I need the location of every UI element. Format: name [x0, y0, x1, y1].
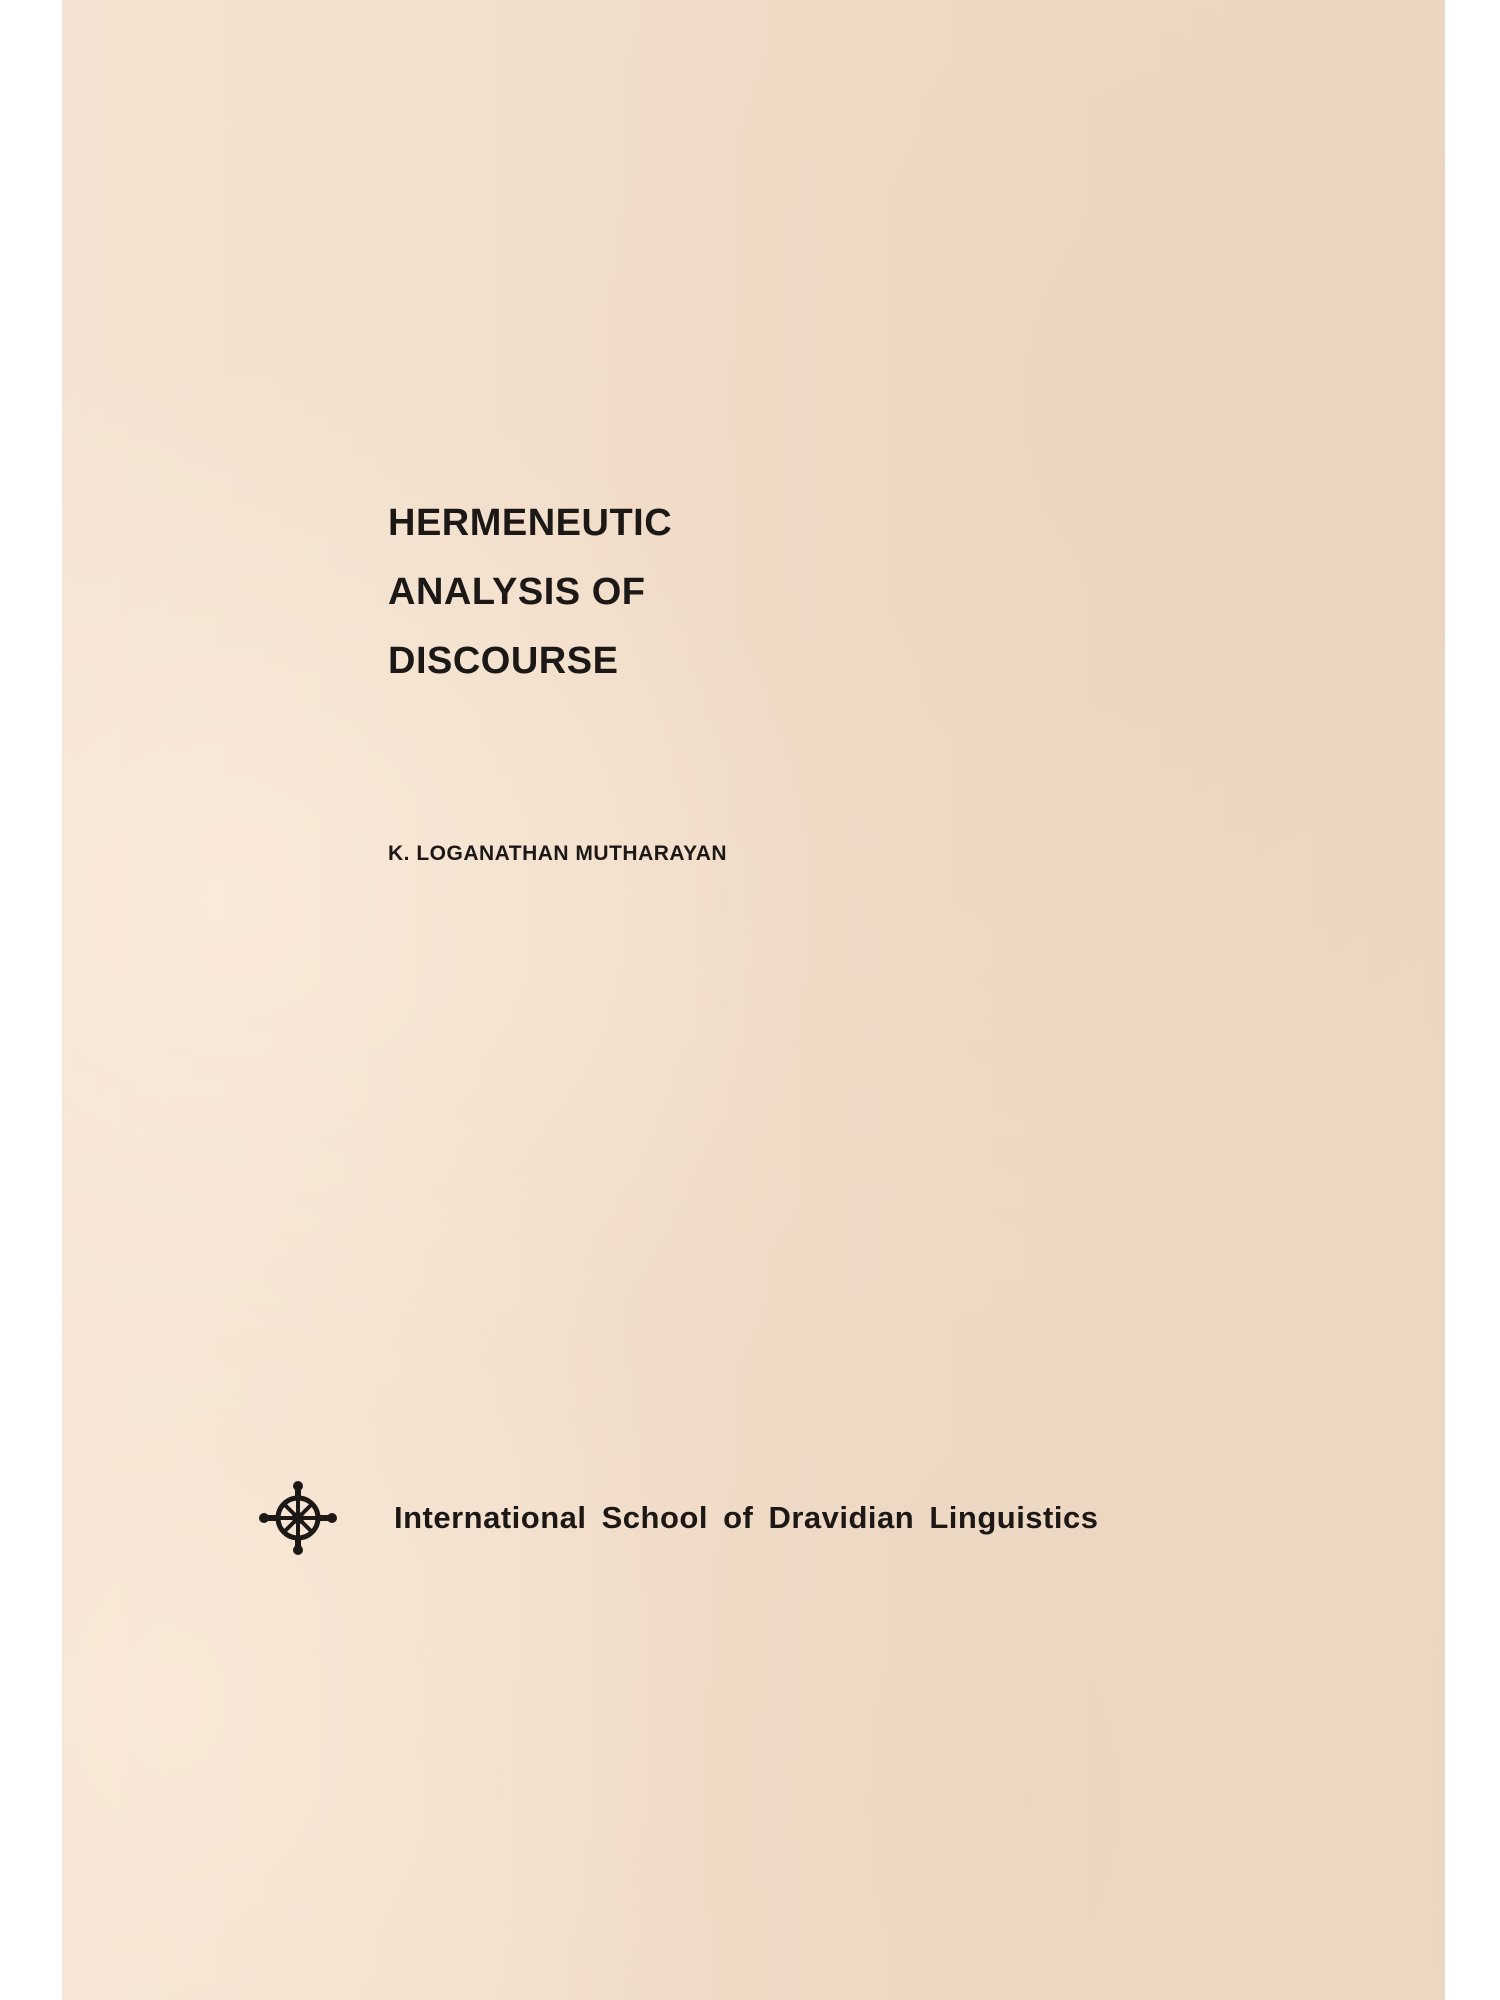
book-title-page — [62, 0, 1445, 2000]
dharma-wheel-icon — [254, 1478, 342, 1558]
author-name: K. LOGANATHAN MUTHARAYAN — [388, 842, 728, 865]
title-line-3: DISCOURSE — [388, 640, 619, 682]
publisher-name: International School of Dravidian Linguistics — [394, 1500, 1099, 1535]
title-line-2: ANALYSIS OF — [388, 571, 646, 613]
title-line-1: HERMENEUTIC — [388, 502, 673, 544]
